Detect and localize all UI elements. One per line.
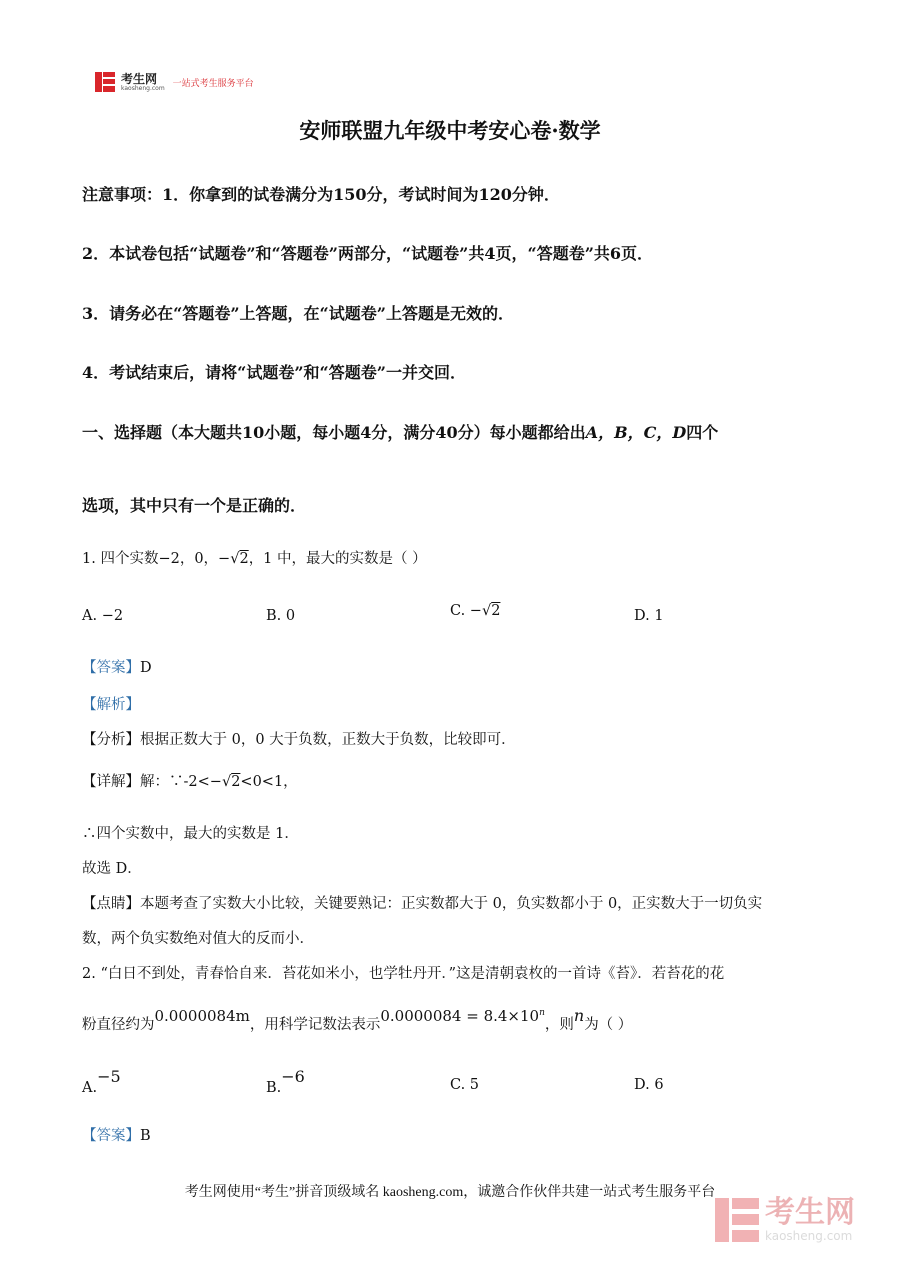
watermark <box>715 1197 855 1243</box>
q2-answer: 【答案】B <box>82 1128 151 1144</box>
watermark-name: 考生网 <box>765 1195 855 1230</box>
section-heading-line2: 选项，其中只有一个是正确的． <box>82 496 307 515</box>
q2-option-c: C. 5 <box>450 1077 480 1093</box>
q1-stem: 1. 四个实数−2，0，−√2，1 中，最大的实数是（ ） <box>82 551 427 567</box>
q1-option-a: A. −2 <box>82 608 124 624</box>
footer-text: 考生网使用“考生”拼音顶级域名 kaosheng.com，诚邀合作伙伴共建一站式考生服务平台 <box>184 1185 716 1200</box>
sqrt-symbol: √2 <box>230 551 249 567</box>
notice-4: 4．考试结束后，请将“试题卷”和“答题卷”一并交回． <box>82 363 466 382</box>
section-heading: 一、选择题（本大题共10小题，每小题4分，满分40分）每小题都给出A，B，C，D四个 <box>82 423 719 442</box>
q1-choose: 故选 D． <box>82 861 142 877</box>
q2-option-b: B.−6 <box>266 1067 305 1096</box>
q1-detail: 【详解】解：∵-2<−√2<0<1， <box>82 774 298 790</box>
q1-option-b: B. 0 <box>266 608 296 624</box>
q2-option-a: A.−5 <box>82 1067 121 1096</box>
notice-3: 3．请务必在“答题卷”上答题，在“试题卷”上答题是无效的． <box>82 304 514 323</box>
q1-dianjing: 【点睛】本题考查了实数大小比较，关键要熟记：正实数都大于 0，负实数都小于 0，正实数大于一切负实 <box>82 896 763 912</box>
watermark-logo-icon <box>715 1198 759 1242</box>
page-title: 安师联盟九年级中考安心卷·数学 <box>299 118 601 143</box>
notice-1: 注意事项：1．你拿到的试卷满分为150分，考试时间为120分钟． <box>82 185 560 204</box>
q1-dianjing-line2: 数，两个负实数绝对值大的反而小． <box>82 931 314 947</box>
logo-url: kaosheng.com <box>121 84 165 92</box>
notice-2: 2．本试卷包括“试题卷”和“答题卷”两部分，“试题卷”共4页，“答题卷”共6页． <box>82 244 654 263</box>
q1-conclusion: ∴四个实数中，最大的实数是 1． <box>82 826 299 842</box>
q1-fenxi: 【分析】根据正数大于 0，0 大于负数，正数大于负数，比较即可． <box>82 732 516 748</box>
q2-option-d: D. 6 <box>634 1077 664 1093</box>
q1-answer: 【答案】D <box>82 660 152 676</box>
watermark-url: kaosheng.com <box>765 1229 853 1243</box>
q2-stem-line1: 2. “白日不到处，青春恰自来．苔花如米小，也学牡丹开．”这是清朝袁枚的一首诗《苔》．若苔花的花 <box>82 966 725 982</box>
q1-option-d: D. 1 <box>634 608 664 624</box>
logo-icon <box>95 72 115 92</box>
logo-name: 考生网 <box>121 71 158 86</box>
header-logo <box>95 72 254 92</box>
logo-slogan: 一站式考生服务平台 <box>172 78 254 89</box>
q2-stem-line2: 粉直径约为0.0000084m，用科学记数法表示$0.0000084 = 8.4\times 10^n$，则n为（ ） <box>82 1006 633 1033</box>
q1-option-c: C. −√2 <box>450 603 501 619</box>
q1-analysis-tag: 【解析】 <box>82 697 140 713</box>
